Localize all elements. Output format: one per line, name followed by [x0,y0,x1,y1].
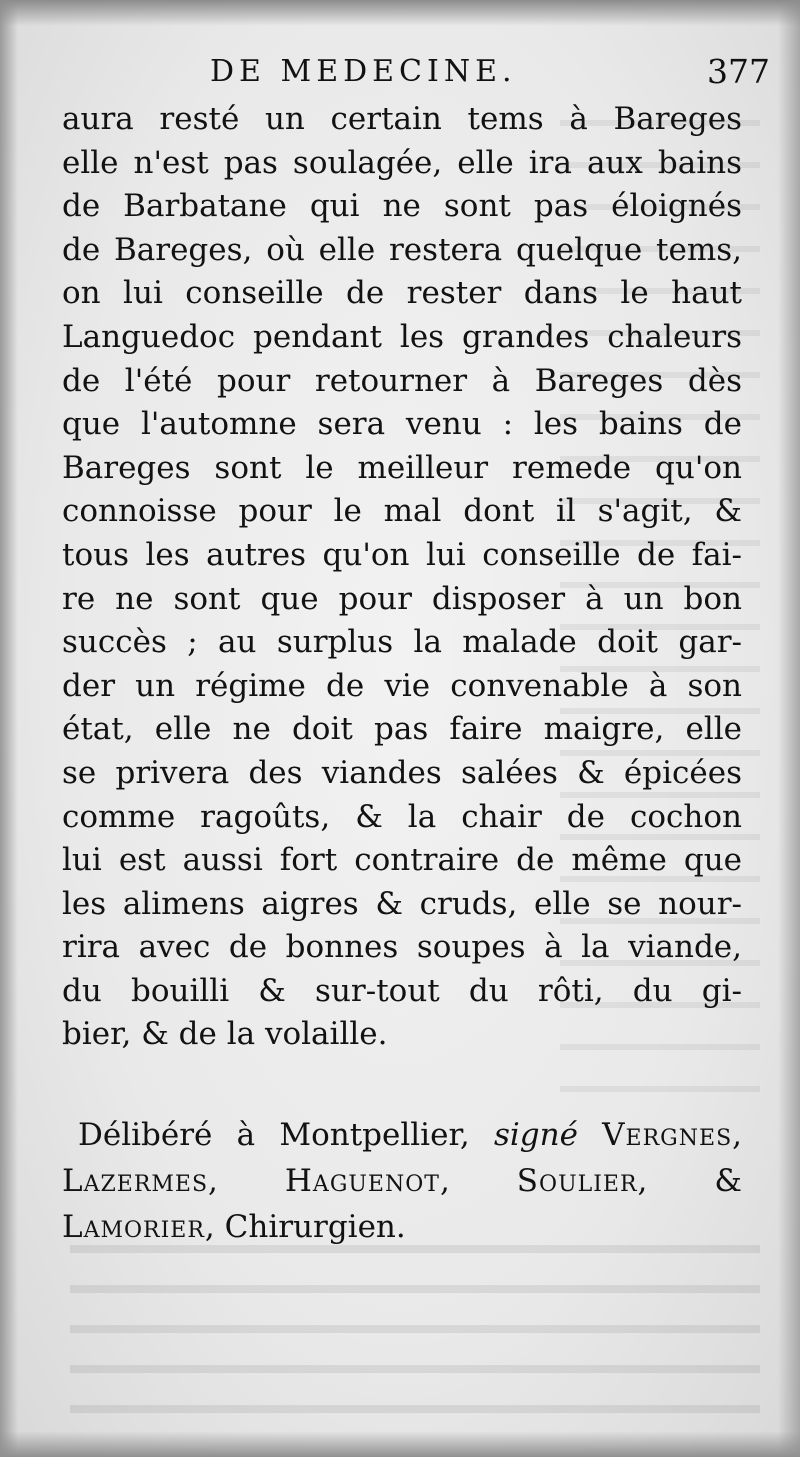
scan-edge-left [0,0,18,1457]
text-line: Languedoc pendant les grandes chaleurs [62,318,742,355]
separator: , [439,1163,450,1199]
text-line: du bouilli & sur-tout du rôti, du gi- [62,972,742,1009]
signature-line [62,1158,742,1204]
separator: , [732,1117,742,1153]
scan-edge-top [0,0,800,26]
text-line: lui est aussi fort contraire de même que [62,842,742,879]
scan-edge-right [778,0,800,1457]
text-line: re ne sont que pour disposer à un bon [62,580,742,617]
text-line: de Bareges, où elle restera quelque tems, [62,231,742,268]
text-line: comme ragoûts, & la chair de cochon [62,798,742,835]
text-line: de l'été pour retourner à Bareges dès [62,362,742,399]
signatory-name: Soulier [516,1163,638,1199]
deliberation-text: Délibéré à Montpellier, [78,1117,470,1153]
text-line: on lui conseille de rester dans le haut [62,275,742,312]
text-line: que l'automne sera venu : les bains de [62,406,742,443]
signature-line [62,1112,742,1158]
separator: , [208,1163,218,1199]
text-line: aura resté un certain tems à Bareges [62,101,742,137]
scan-edge-bottom [0,1431,800,1457]
body-paragraph [62,98,742,1057]
bleed-through-bottom [70,1245,760,1415]
text-line: der un régime de vie convenable à son [62,667,742,704]
separator: , & [637,1163,742,1199]
text-line: de Barbatane qui ne sont pas éloignés [62,188,742,225]
signed-word: signé [493,1117,578,1153]
text-line: Bareges sont le meilleur remede qu'on [62,449,742,486]
text-line: bier, & de la volaille. [62,1016,388,1053]
signatory-name: Vergnes [602,1117,733,1153]
text-line: les alimens aigres & cruds, elle se nour- [62,885,742,922]
signatory-name: Haguenot [284,1163,440,1199]
text-line: elle n'est pas soulagée, elle ira aux bains [62,144,742,181]
signature-block [62,1112,742,1250]
text-line: succès ; au surplus la malade doit gar- [62,624,742,661]
text-line: connoisse pour le mal dont il s'agit, & [62,493,742,530]
text-line: rira avec de bonnes soupes à la viande, [62,929,742,966]
page-number: 377 [707,52,770,91]
text-line: état, elle ne doit pas faire maigre, elle [62,711,742,748]
running-head: DE MEDECINE. [210,54,517,89]
text-line: tous les autres qu'on lui conseille de fai- [62,536,742,573]
text-line: se privera des viandes salées & épicées [62,754,742,791]
signature-line [62,1204,742,1250]
page-header [210,50,770,102]
signatory-title: , Chirurgien. [204,1209,406,1245]
signatory-name: Lazermes [62,1163,209,1199]
signatory-name: Lamorier [62,1209,205,1245]
